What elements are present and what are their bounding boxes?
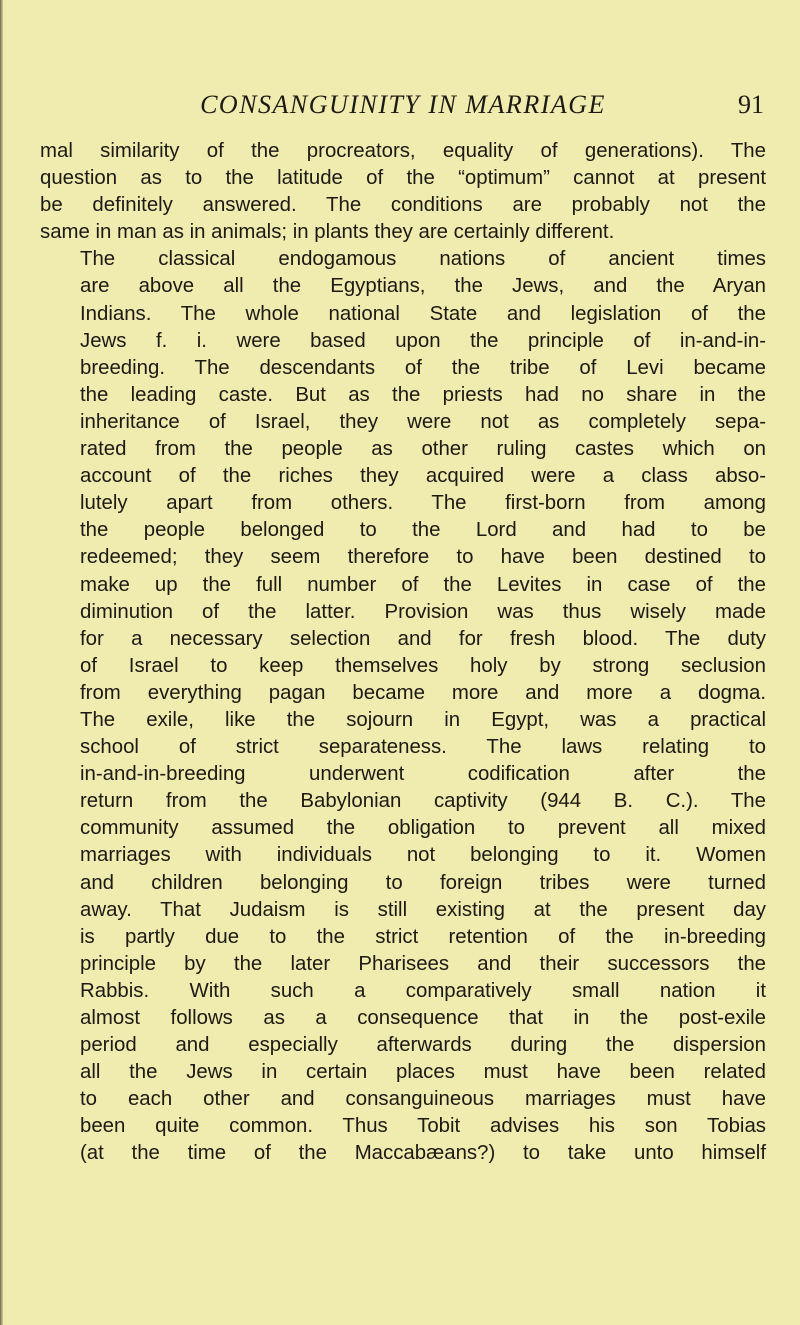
text-line: the leading caste. But as the priests had no share in the (80, 383, 766, 406)
text-line: make up the full number of the Levites in case of the (80, 573, 766, 596)
text-line: from everything pagan became more and more a dogma. (80, 681, 766, 704)
text-line: rated from the people as other ruling castes which on (80, 438, 766, 461)
text-line: community assumed the obligation to prevent all mixed (80, 817, 766, 840)
text-line: and children belonging to foreign tribes were turned (80, 871, 766, 894)
text-line: Indians. The whole national State and legislation of the (80, 302, 766, 325)
text-line: be definitely answered. The conditions are probably not the (40, 194, 766, 217)
text-line: mal similarity of the procreators, equality of generations). The (40, 140, 766, 162)
text-line: principle by the later Pharisees and their successors the (80, 952, 766, 975)
text-line: marriages with individuals not belonging to it. Women (80, 844, 766, 867)
page-spine-edge (0, 0, 3, 1325)
text-line: redeemed; they seem therefore to have been destined to (80, 546, 766, 569)
text-line: The exile, like the sojourn in Egypt, was a practical (80, 708, 766, 731)
text-line: period and especially afterwards during the dispersion (80, 1034, 766, 1057)
text-line: been quite common. Thus Tobit advises his son Tobias (80, 1115, 766, 1138)
text-line: in-and-in-breeding underwent codification after the (80, 763, 766, 786)
book-page (40, 88, 766, 1168)
text-line: all the Jews in certain places must have been related (80, 1061, 766, 1084)
text-line: is partly due to the strict retention of the in-breeding (80, 925, 766, 948)
text-line: of Israel to keep themselves holy by strong seclusion (80, 654, 766, 677)
text-line: breeding. The descendants of the tribe of Levi became (80, 356, 766, 379)
body-text (40, 138, 766, 1168)
text-line: The classical endogamous nations of ancient times (80, 248, 766, 271)
text-line: inheritance of Israel, they were not as completely sepa- (80, 410, 766, 433)
text-line: school of strict separateness. The laws relating to (80, 736, 766, 759)
text-line: diminution of the latter. Provision was thus wisely made (80, 600, 766, 623)
text-line: to each other and consanguineous marriages must have (80, 1088, 766, 1111)
text-line: lutely apart from others. The first-born from among (80, 492, 766, 515)
text-line: are above all the Egyptians, the Jews, and the Aryan (80, 275, 766, 298)
text-line: the people belonged to the Lord and had to be (80, 519, 766, 542)
text-line: question as to the latitude of the “optimum” cannot at present (40, 167, 766, 190)
text-line: same in man as in animals; in plants they are certainly different. (40, 221, 615, 244)
running-title: CONSANGUINITY IN MARRIAGE (200, 90, 606, 119)
text-line: Jews f. i. were based upon the principle of in-and-in- (80, 329, 766, 352)
text-line: account of the riches they acquired were a class abso- (80, 465, 766, 488)
text-line: away. That Judaism is still existing at the present day (80, 898, 766, 921)
text-line: for a necessary selection and for fresh blood. The duty (80, 627, 766, 650)
text-line: return from the Babylonian captivity (944 B. C.). The (80, 790, 766, 813)
text-line: Rabbis. With such a comparatively small nation it (80, 979, 766, 1002)
page-number: 91 (738, 90, 764, 119)
text-line: almost follows as a consequence that in the post-exile (80, 1007, 766, 1029)
page-header (40, 88, 766, 124)
text-line: (at the time of the Maccabæans?) to take unto himself (80, 1142, 766, 1165)
